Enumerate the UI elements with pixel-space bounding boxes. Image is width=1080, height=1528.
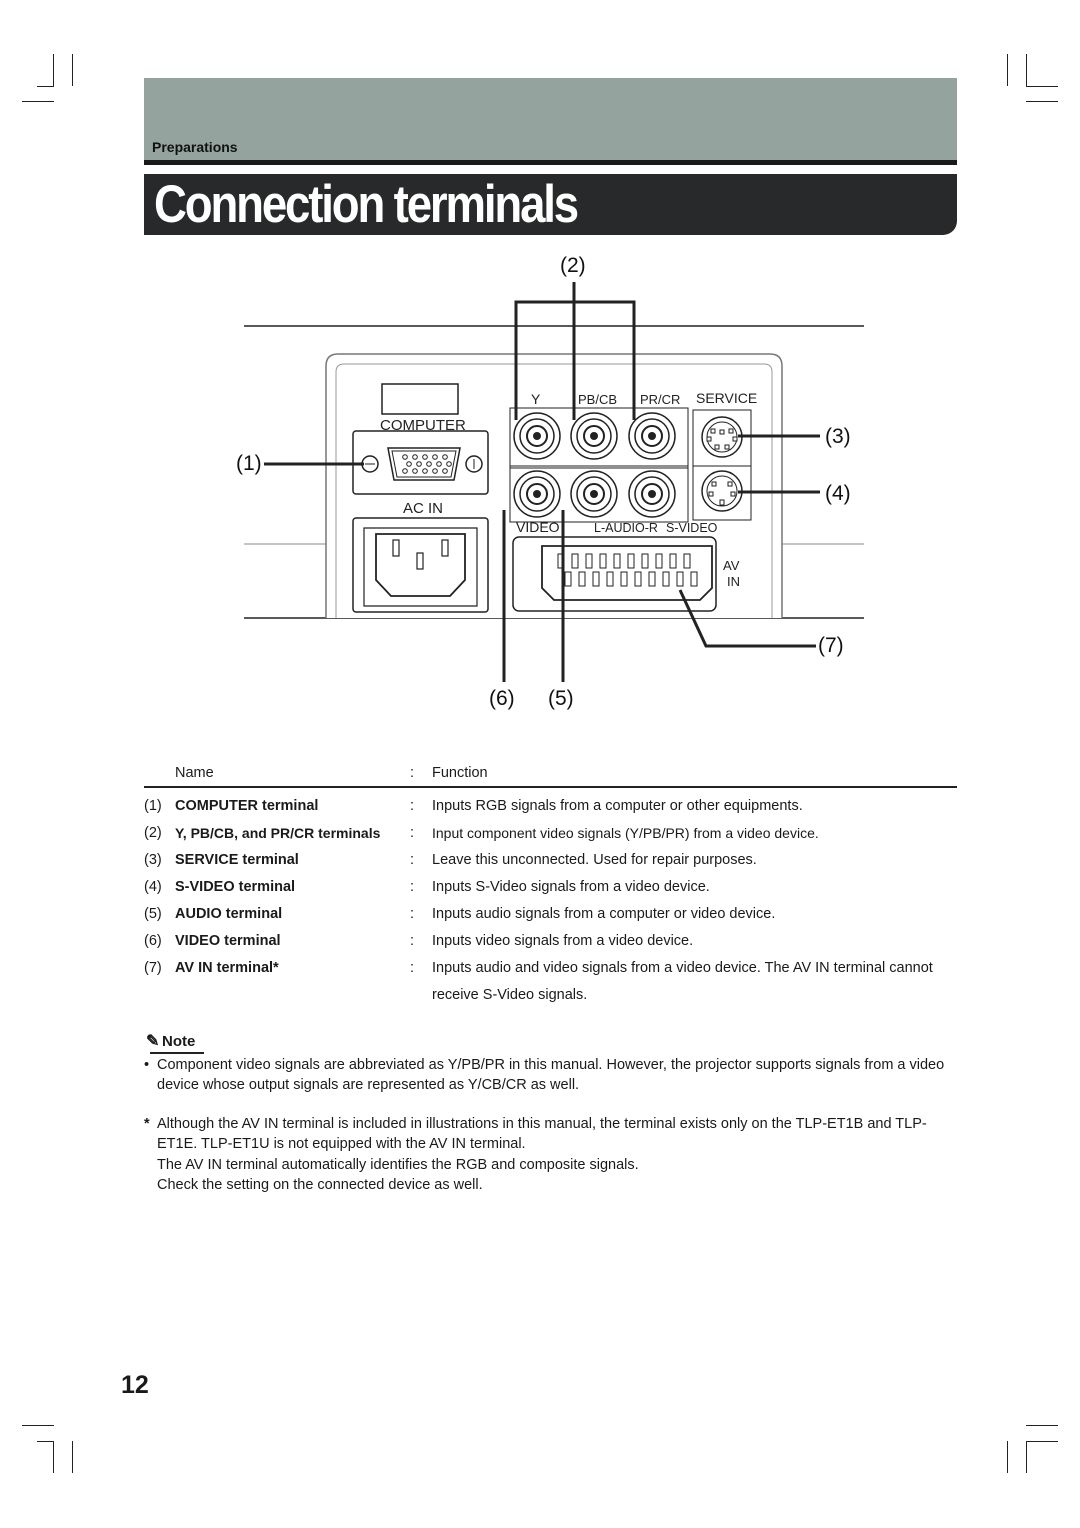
rear-panel-diagram [0,240,1080,720]
crop-mark [53,1441,54,1473]
label-video: VIDEO [516,519,560,535]
crop-mark [1007,1441,1008,1473]
row-colon: : [410,852,415,868]
label-s-video: S-VIDEO [666,521,718,535]
crop-mark [1026,1441,1058,1442]
note-label: Note [162,1033,196,1050]
row-name: AUDIO terminal [175,906,283,922]
label-ac-in: AC IN [403,500,444,517]
crop-mark [22,101,54,102]
row-name: SERVICE terminal [175,852,299,868]
row-colon: : [410,879,415,895]
bullet-icon: • [144,1057,150,1073]
row-name: Y, PB/CB, and PR/CR terminals [175,825,381,841]
row-colon: : [410,906,415,922]
row-colon: : [410,960,415,976]
row-name: S-VIDEO terminal [175,879,296,895]
row-colon: : [410,825,415,841]
row-colon: : [410,798,415,814]
label-pr-cr: PR/CR [640,392,681,407]
label-computer: COMPUTER [380,417,466,434]
label-service: SERVICE [696,390,758,406]
row-function: Inputs RGB signals from a computer or other equipments. [432,798,803,814]
asterisk-line: Check the setting on the connected device as well. [157,1177,483,1193]
label-y: Y [531,391,541,407]
table-header [144,764,957,788]
callout-1: (1) [236,452,262,475]
row-number: (5) [144,906,162,922]
row-name: AV IN terminal* [175,960,279,976]
callout-5: (5) [548,687,574,710]
crop-mark [1026,1441,1027,1473]
page-title: Connection terminals [154,175,577,234]
crop-mark [1026,86,1058,87]
row-number: (1) [144,798,162,814]
header-colon: : [410,765,415,781]
row-number: (6) [144,933,162,949]
crop-mark [72,1441,73,1473]
row-number: (3) [144,852,162,868]
row-number: (2) [144,825,162,841]
header-rule [144,160,957,165]
crop-mark [1026,54,1027,86]
crop-mark [1026,101,1058,102]
row-function: Input component video signals (Y/PB/PR) from a video device. [432,825,819,841]
asterisk-line: The AV IN terminal automatically identifies the RGB and composite signals. [157,1157,639,1173]
callout-2: (2) [560,254,586,277]
note-heading [146,1031,195,1051]
crop-mark [53,54,54,86]
row-colon: : [410,933,415,949]
row-function: Inputs S-Video signals from a video device. [432,879,710,895]
callout-3: (3) [825,425,851,448]
row-name: VIDEO terminal [175,933,281,949]
label-audio: L-AUDIO-R [594,521,658,535]
row-name: COMPUTER terminal [175,798,319,814]
pencil-icon: ✎ [146,1033,160,1050]
label-pb-cb: PB/CB [578,392,618,407]
asterisk-mark: * [144,1116,150,1132]
row-function: Leave this unconnected. Used for repair purposes. [432,852,757,868]
label-av: AV [723,558,740,573]
crop-mark [37,1441,54,1442]
crop-mark [1026,1425,1058,1426]
header-name: Name [175,765,214,781]
header-band [144,78,957,160]
row-function: Inputs audio signals from a computer or video device. [432,906,776,922]
crop-mark [37,86,54,87]
crop-mark [1007,54,1008,86]
label-in: IN [727,574,740,589]
callout-4: (4) [825,482,851,505]
asterisk-line: Although the AV IN terminal is included in illustrations in this manual, the terminal exists only on the TLP-ET1B and TLP-ET1E. TLP-ET1U is not equipped with the AV IN terminal. [157,1116,927,1152]
crop-mark [72,54,73,86]
page-number: 12 [121,1371,149,1399]
callout-7: (7) [818,634,844,657]
row-number: (7) [144,960,162,976]
note-bullet-text: Component video signals are abbreviated as Y/PB/PR in this manual. However, the projector supports signals from a video device whose output signals are represented as Y/CB/CR as well. [157,1057,945,1093]
crop-mark [22,1425,54,1426]
callout-6: (6) [489,687,515,710]
header-function: Function [432,765,488,781]
row-number: (4) [144,879,162,895]
section-label: Preparations [152,139,238,155]
note-underline [150,1052,204,1054]
row-function: Inputs video signals from a video device. [432,933,694,949]
row-function: Inputs audio and video signals from a video device. The AV IN terminal cannot receive S-Video signals. [432,960,933,1003]
